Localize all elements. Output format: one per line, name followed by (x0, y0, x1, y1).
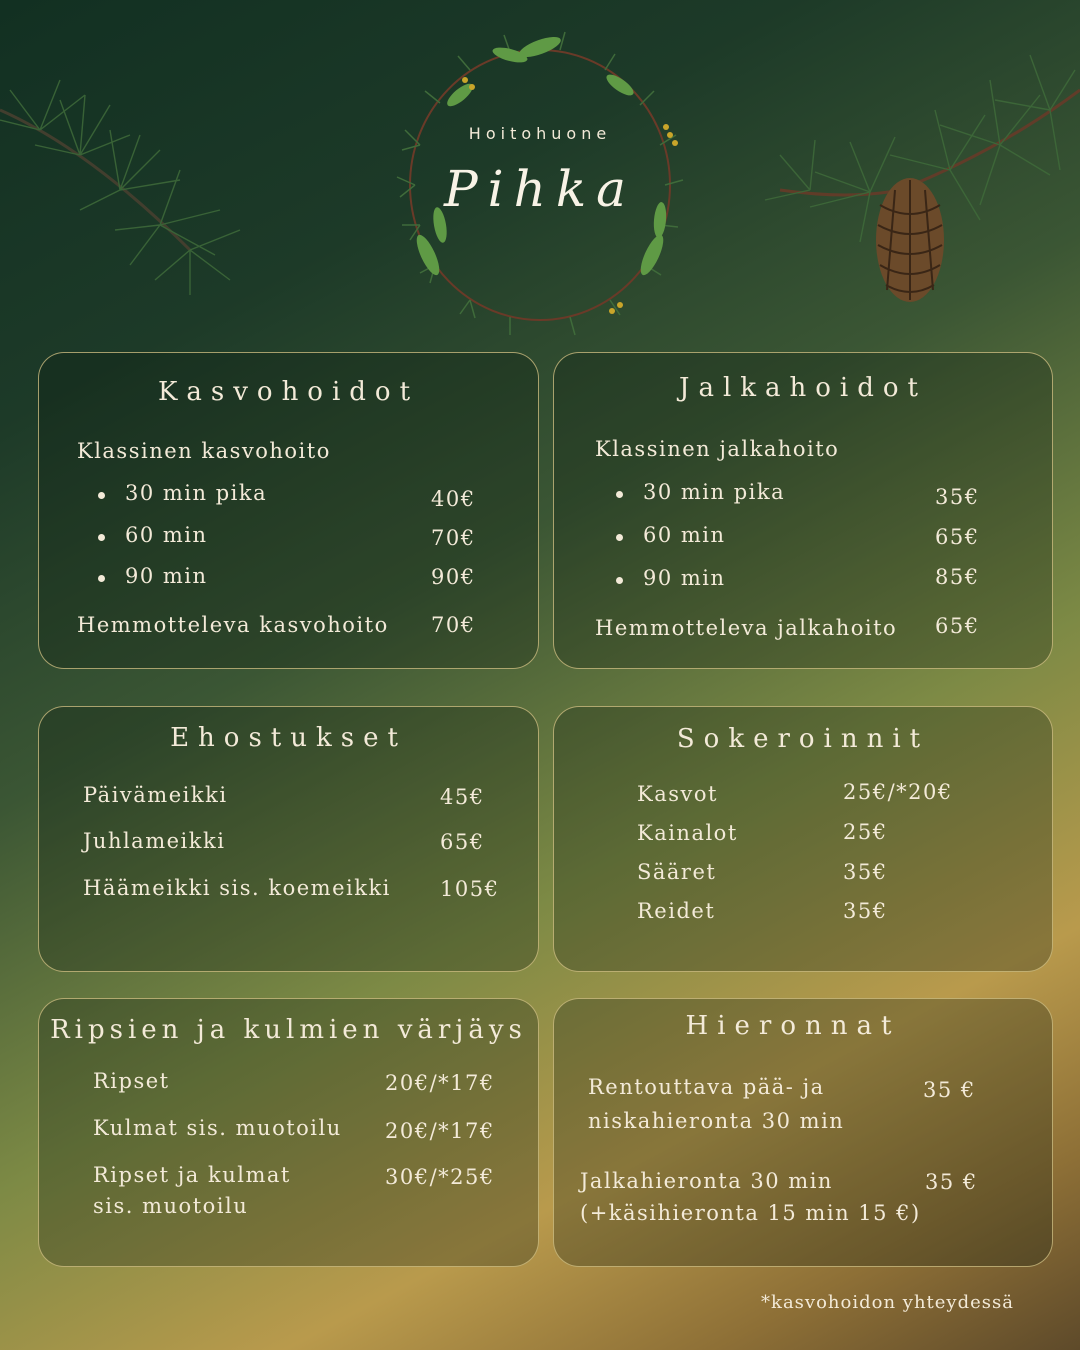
item-price: 20€/*17€ (385, 1071, 495, 1095)
item-label: Kasvot (637, 782, 718, 806)
card-ripset (38, 998, 539, 1267)
item-label: 30 min pika (643, 480, 786, 504)
item-price: 65€ (935, 525, 980, 549)
item-label: Ripset ja kulmat (93, 1163, 291, 1187)
item-label: Reidet (637, 899, 716, 923)
item-price: 35€ (843, 860, 888, 884)
card-hieronnat (553, 998, 1053, 1267)
item-price: 35 € (925, 1170, 978, 1194)
card-title: Ripsien ja kulmien värjäys (50, 1015, 527, 1045)
item-label: 90 min (643, 566, 726, 590)
item-price: 35 € (923, 1078, 976, 1102)
extra-price: 70€ (431, 613, 476, 637)
item-label: Kainalot (637, 821, 738, 845)
brand-name: Pihka (444, 160, 636, 218)
item-label: 60 min (643, 523, 726, 547)
card-title: Jalkahoidot (679, 373, 927, 403)
item-label: 60 min (125, 523, 208, 547)
item-label: sis. muotoilu (93, 1194, 249, 1218)
item-price: 85€ (935, 565, 980, 589)
classic-label: Klassinen jalkahoito (595, 437, 840, 461)
item-price: 35€ (843, 899, 888, 923)
item-price: 25€ (843, 820, 888, 844)
item-label: 30 min pika (125, 481, 268, 505)
item-label: Häämeikki sis. koemeikki (83, 876, 391, 900)
item-price: 65€ (440, 830, 485, 854)
item-label: Jalkahieronta 30 min (580, 1169, 833, 1193)
item-label: Rentouttava pää- ja (588, 1075, 825, 1099)
card-title: Sokeroinnit (676, 724, 930, 754)
item-price: 35€ (935, 485, 980, 509)
item-label: Päivämeikki (83, 783, 228, 807)
extra-label: Hemmotteleva jalkahoito (595, 616, 898, 640)
item-label: niskahieronta 30 min (588, 1109, 845, 1133)
brand-subtitle: Hoitohuone (468, 124, 612, 143)
card-title: Kasvohoidot (157, 377, 420, 407)
classic-label: Klassinen kasvohoito (77, 439, 331, 463)
item-price: 70€ (431, 526, 476, 550)
item-label: Kulmat sis. muotoilu (93, 1116, 342, 1140)
item-price: 30€/*25€ (385, 1165, 495, 1189)
card-kasvohoidot (38, 352, 539, 669)
footnote: *kasvohoidon yhteydessä (761, 1292, 1014, 1313)
item-label: 90 min (125, 564, 208, 588)
card-title: Ehostukset (170, 723, 407, 753)
extra-label: Hemmotteleva kasvohoito (77, 613, 389, 637)
card-jalkahoidot (553, 352, 1053, 669)
extra-price: 65€ (935, 614, 980, 638)
card-title: Hieronnat (685, 1011, 901, 1041)
item-price: 105€ (440, 877, 500, 901)
card-sokeroinnit (553, 706, 1053, 972)
item-price: 20€/*17€ (385, 1119, 495, 1143)
item-price: 40€ (431, 487, 476, 511)
item-label: Sääret (637, 860, 717, 884)
item-price: 25€/*20€ (843, 780, 953, 804)
card-ehostukset (38, 706, 539, 972)
item-label: (+käsihieronta 15 min 15 €) (580, 1201, 921, 1225)
item-price: 90€ (431, 565, 476, 589)
item-label: Juhlameikki (83, 829, 226, 853)
item-price: 45€ (440, 785, 485, 809)
item-label: Ripset (93, 1069, 170, 1093)
